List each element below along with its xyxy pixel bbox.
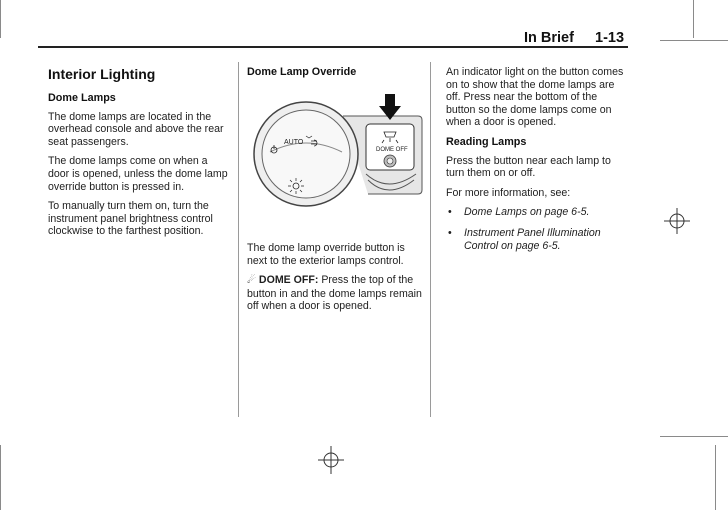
bullet-icon: • xyxy=(448,226,452,239)
crop-mark-right-upper xyxy=(660,40,728,41)
column-divider-right xyxy=(430,62,431,417)
page-number: 1-13 xyxy=(595,30,625,46)
dome-off-symbol-icon: ☄ xyxy=(247,275,256,287)
column-divider-left xyxy=(238,62,239,417)
middle-column-body xyxy=(247,242,422,320)
paragraph: The dome lamps come on when a door is opened, unless the dome lamp override button is pressed in. xyxy=(48,155,228,193)
dome-lamp-override-heading: Dome Lamp Override xyxy=(247,66,357,78)
reference-instrument-panel xyxy=(446,227,626,252)
reference-text: Instrument Panel Illumination Control on page 6-5. xyxy=(464,226,601,252)
svg-text:DOME OFF: DOME OFF xyxy=(376,147,408,153)
section-heading: Interior Lighting xyxy=(48,66,156,82)
dome-off-term: DOME OFF: xyxy=(258,274,319,287)
registration-mark-bottom xyxy=(318,446,344,474)
dome-lamp-override-figure xyxy=(248,94,423,234)
dome-lamps-heading: Dome Lamps xyxy=(48,92,116,104)
header-rule xyxy=(38,46,628,48)
reading-lamps-heading: Reading Lamps xyxy=(446,135,527,148)
more-info-text: For more information, see: xyxy=(446,186,571,199)
bullet-icon: • xyxy=(448,206,452,219)
indicator-paragraph: An indicator light on the button comes on to show that the dome lamps are off. Press near the bottom of the button so the dome lamps come on when a door is opened. xyxy=(446,66,624,129)
reference-list xyxy=(446,206,626,252)
paragraph: To manually turn them on, turn the instrument panel brightness control clockwise to the farthest position. xyxy=(48,200,213,238)
right-column xyxy=(446,66,626,260)
figure-caption: The dome lamp override button is next to the exterior lamps control. xyxy=(247,242,405,267)
dome-off-description xyxy=(247,274,422,313)
svg-text:AUTO: AUTO xyxy=(284,139,304,146)
middle-column xyxy=(247,66,422,85)
reference-text: Dome Lamps on page 6-5. xyxy=(464,206,590,219)
section-title: In Brief xyxy=(524,30,574,46)
crop-mark-right-lower xyxy=(660,436,728,437)
paragraph: The dome lamps are located in the overhead console and above the rear seat passengers. xyxy=(48,110,224,148)
registration-mark-right xyxy=(664,208,690,234)
reference-dome-lamps xyxy=(446,206,626,219)
crop-mark-top-left xyxy=(0,0,1,38)
reading-lamps-paragraph: Press the button near each lamp to turn them on or off. xyxy=(446,154,611,180)
crop-mark-top-right xyxy=(693,0,694,38)
dome-off-text: Press the top of the button in and the dome lamps remain off when a door is opened. xyxy=(247,274,422,313)
crop-mark-bottom-left xyxy=(0,445,1,510)
left-column xyxy=(48,66,228,245)
crop-mark-bottom-right xyxy=(715,445,716,510)
